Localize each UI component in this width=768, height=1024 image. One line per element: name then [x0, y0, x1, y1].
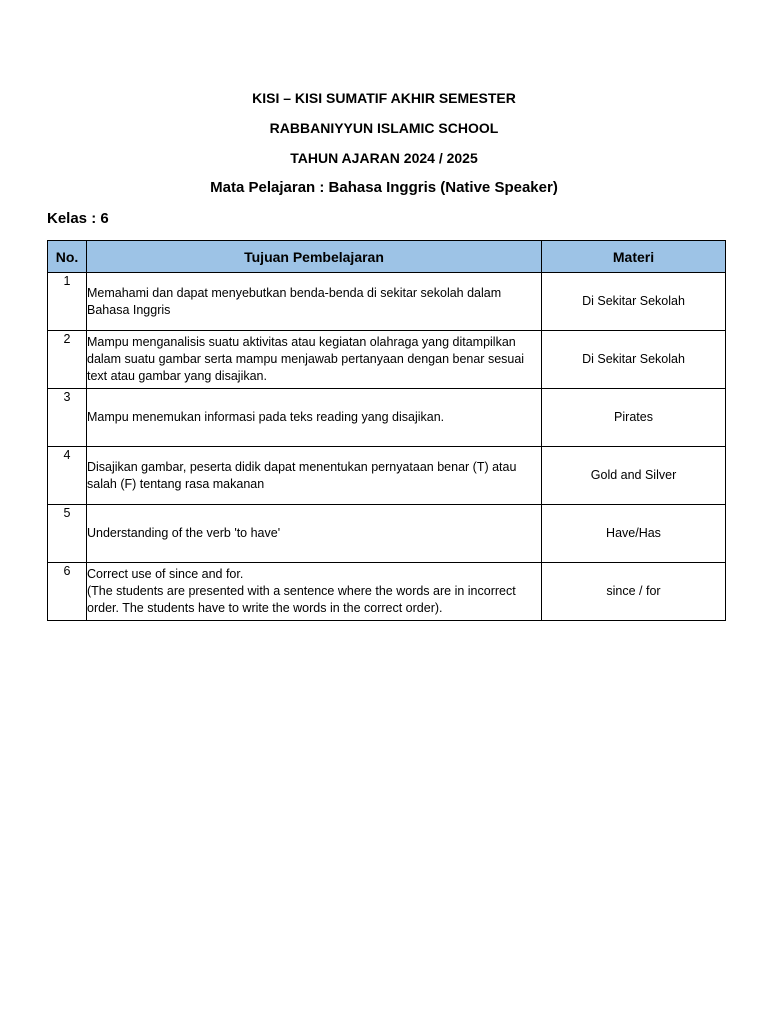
materi-cell: Gold and Silver — [542, 447, 726, 505]
table-row — [48, 389, 726, 447]
materi-cell: Di Sekitar Sekolah — [542, 273, 726, 331]
column-header-materi: Materi — [542, 241, 726, 273]
row-number: 4 — [48, 447, 87, 505]
table-row — [48, 505, 726, 563]
learning-objective-text: Correct use of since and for. — [87, 567, 244, 581]
learning-objective-text: Mampu menganalisis suatu aktivitas atau kegiatan olahraga yang ditampilkan dalam suatu gambar serta mampu menjawab pertanyaan dengan benar sesuai text atau gambar yang disajikan. — [87, 335, 525, 383]
learning-objective-cell — [87, 563, 542, 621]
kisi-table — [47, 240, 726, 621]
learning-objective-text: Mampu menemukan informasi pada teks reading yang disajikan. — [87, 410, 445, 424]
table-body — [48, 273, 726, 621]
learning-objective-text: (The students are presented with a sentence where the words are in incorrect order. The students have to write the words in the correct order). — [87, 584, 516, 615]
row-number: 3 — [48, 389, 87, 447]
learning-objective-cell — [87, 505, 542, 563]
learning-objective-cell — [87, 273, 542, 331]
materi-cell: Pirates — [542, 389, 726, 447]
materi-cell: since / for — [542, 563, 726, 621]
learning-objective-cell — [87, 447, 542, 505]
table-row — [48, 331, 726, 389]
row-number: 6 — [48, 563, 87, 621]
learning-objective-text: Memahami dan dapat menyebutkan benda-benda di sekitar sekolah dalam Bahasa Inggris — [87, 285, 502, 317]
column-header-tujuan: Tujuan Pembelajaran — [87, 241, 542, 273]
learning-objective-cell — [87, 389, 542, 447]
table-row — [48, 273, 726, 331]
row-number: 5 — [48, 505, 87, 563]
table-row — [48, 447, 726, 505]
table-header-row — [48, 241, 726, 273]
learning-objective-cell — [87, 331, 542, 389]
column-header-no: No. — [48, 241, 87, 273]
learning-objective-text: Understanding of the verb 'to have' — [87, 526, 281, 540]
class-label: Kelas : 6 — [47, 210, 109, 227]
subject-line: Mata Pelajaran : Bahasa Inggris (Native Speaker) — [210, 179, 558, 196]
school-name: RABBANIYYUN ISLAMIC SCHOOL — [269, 120, 499, 136]
row-number: 2 — [48, 331, 87, 389]
materi-cell: Di Sekitar Sekolah — [542, 331, 726, 389]
document-title: KISI – KISI SUMATIF AKHIR SEMESTER — [252, 90, 516, 106]
materi-cell: Have/Has — [542, 505, 726, 563]
row-number: 1 — [48, 273, 87, 331]
academic-year: TAHUN AJARAN 2024 / 2025 — [290, 150, 478, 166]
table-row — [48, 563, 726, 621]
learning-objective-text: Disajikan gambar, peserta didik dapat menentukan pernyataan benar (T) atau salah (F) tentang rasa makanan — [87, 459, 517, 491]
